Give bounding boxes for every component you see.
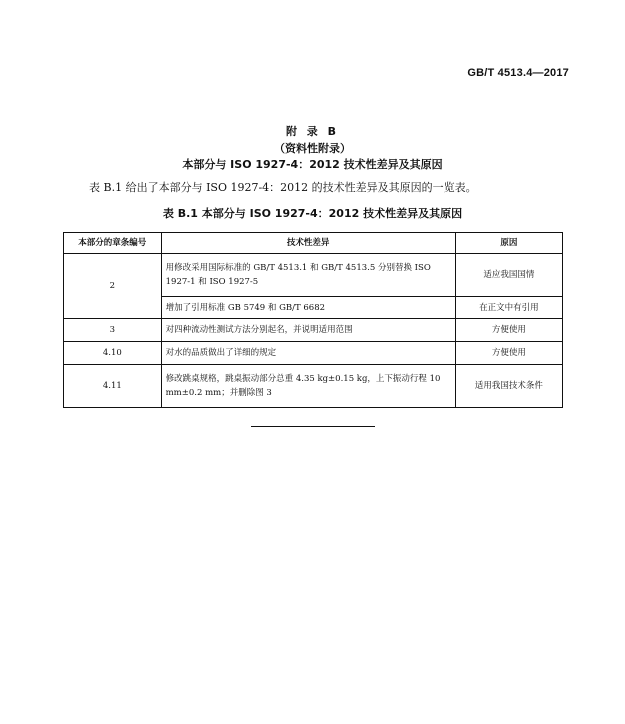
reason-cell: 方便使用 [455, 342, 562, 365]
table-caption: 表 B.1 本部分与 ISO 1927-4：2012 技术性差异及其原因 [162, 207, 463, 220]
table-row [64, 342, 563, 365]
difference-cell: 用修改采用国际标准的 GB/T 4513.1 和 GB/T 4513.5 分别替换 ISO 1927-1 和 ISO 1927-5 [161, 254, 455, 297]
difference-cell: 对四种流动性测试方法分别起名，并说明适用范围 [161, 319, 455, 342]
reason-cell: 适用我国技术条件 [455, 365, 562, 408]
header-clause-number: 本部分的章条编号 [64, 233, 162, 254]
end-divider [251, 426, 375, 427]
table-row [64, 365, 563, 408]
intro-paragraph: 表 B.1 给出了本部分与 ISO 1927-4：2012 的技术性差异及其原因的一览表。 [89, 181, 477, 194]
reason-cell: 方便使用 [455, 319, 562, 342]
difference-cell: 对水的品质做出了详细的规定 [161, 342, 455, 365]
clause-cell: 4.10 [64, 342, 162, 365]
appendix-type: （资料性附录） [274, 142, 351, 155]
clause-cell: 4.11 [64, 365, 162, 408]
table-row [64, 254, 563, 297]
header-reason: 原因 [455, 233, 562, 254]
difference-cell: 增加了引用标准 GB 5749 和 GB/T 6682 [161, 297, 455, 319]
header-technical-difference: 技术性差异 [161, 233, 455, 254]
reason-cell: 适应我国国情 [455, 254, 562, 297]
appendix-title: 本部分与 ISO 1927-4：2012 技术性差异及其原因 [182, 158, 443, 171]
table-row [64, 319, 563, 342]
table-header-row [64, 233, 563, 254]
clause-cell: 3 [64, 319, 162, 342]
appendix-label: 附 录 B [285, 125, 340, 138]
clause-cell: 2 [64, 254, 162, 319]
reason-cell: 在正文中有引用 [455, 297, 562, 319]
difference-cell: 修改跳桌规格，跳桌振动部分总重 4.35 kg±0.15 kg，上下振动行程 10 mm±0.2 mm；并删除图 3 [161, 365, 455, 408]
standard-number: GB/T 4513.4—2017 [467, 67, 569, 79]
differences-table [63, 232, 563, 408]
